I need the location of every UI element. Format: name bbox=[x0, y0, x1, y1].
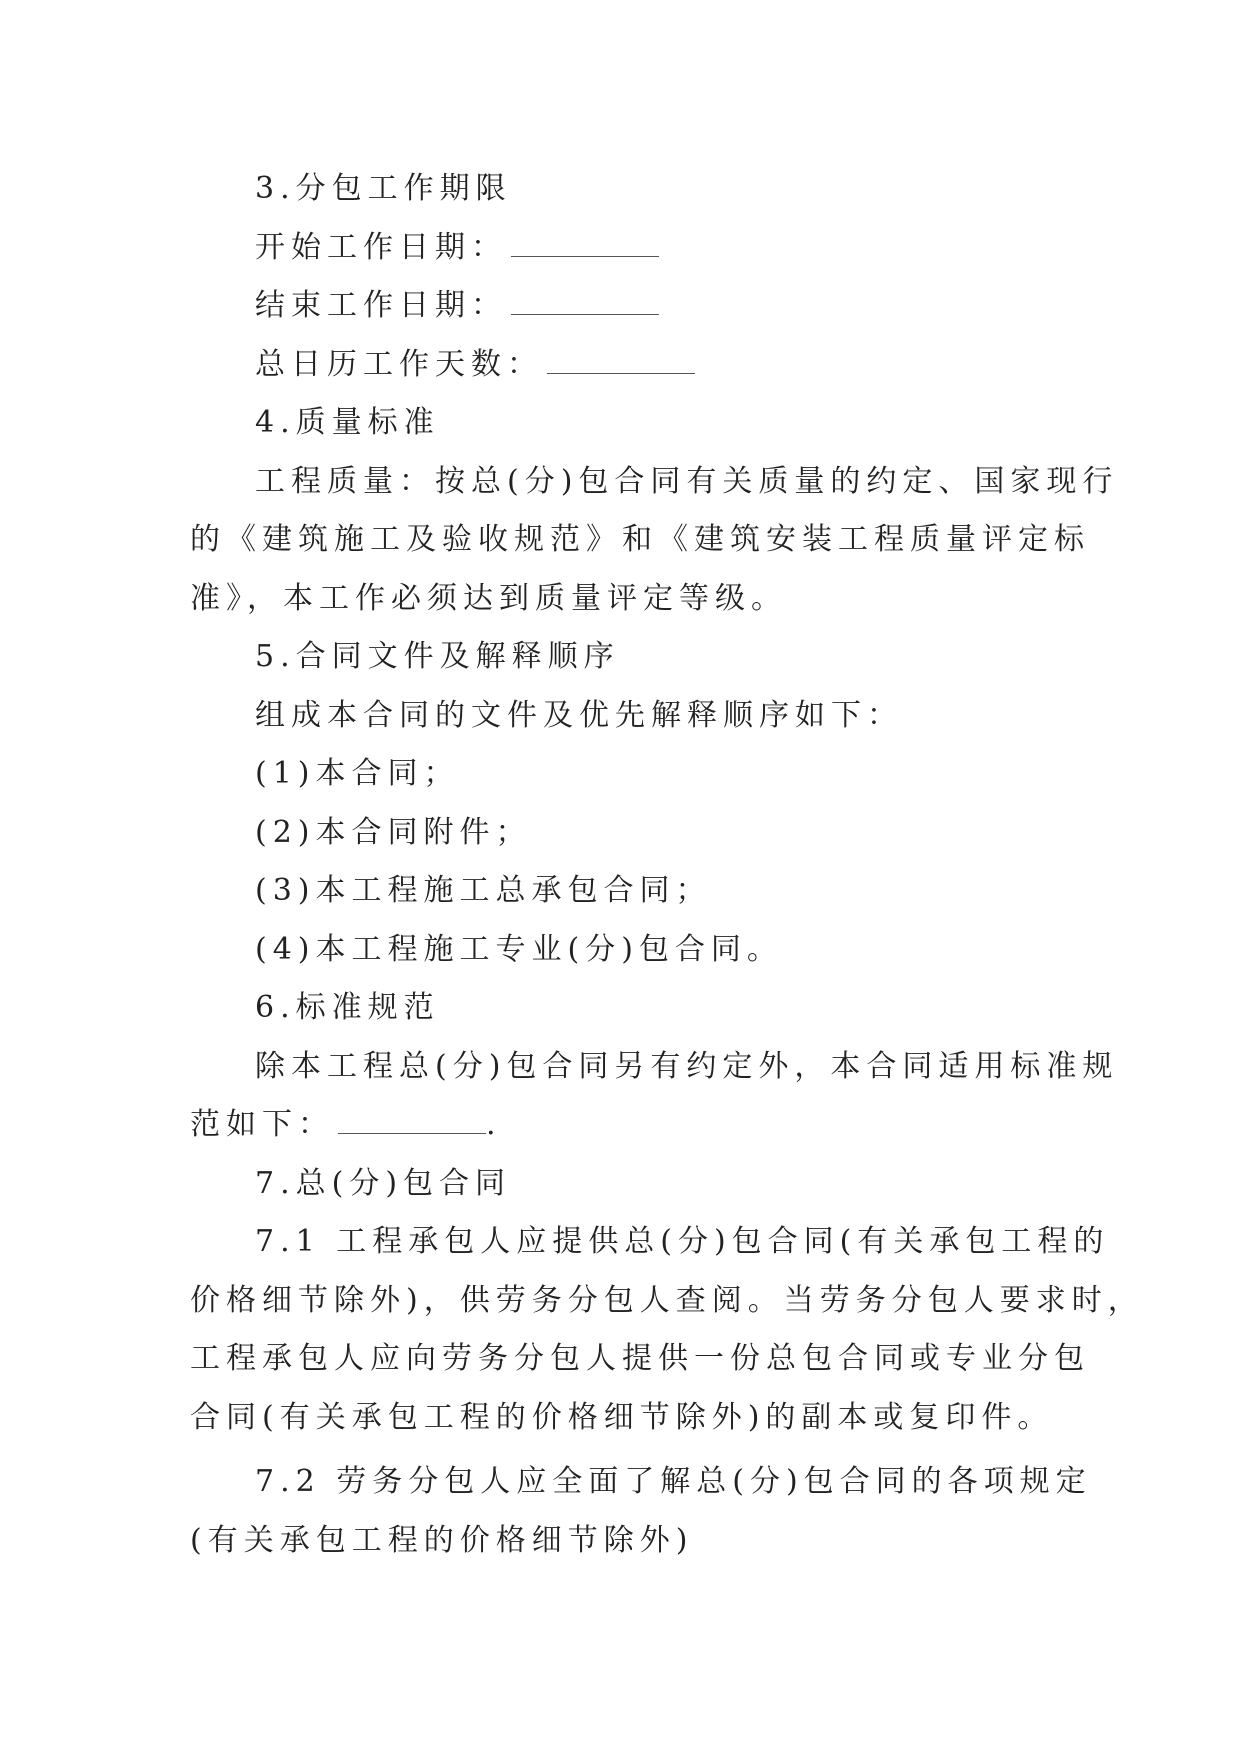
paragraph-line: 准》，本工作必须达到质量评定等级。 bbox=[190, 580, 787, 616]
paragraph-line: 工程质量：按总(分)包合同有关质量的约定、国家现行 bbox=[255, 463, 1119, 499]
end-date-blank bbox=[511, 313, 659, 315]
total-days-blank bbox=[547, 372, 695, 374]
paragraph-line: (有关承包工程的价格细节除外) bbox=[190, 1522, 694, 1558]
heading-quality: 4.质量标准 bbox=[255, 405, 440, 440]
total-days-line: 总日历工作天数： bbox=[0, 336, 1241, 395]
start-date-line: 开始工作日期： bbox=[0, 219, 1241, 278]
paragraph-line: 除本工程总(分)包合同另有约定外，本合同适用标准规 bbox=[255, 1048, 1119, 1084]
heading-general-contract: 7.总(分)包合同 bbox=[255, 1165, 512, 1201]
heading-work-period: 3.分包工作期限 bbox=[255, 171, 512, 206]
list-item: (4)本工程施工专业(分)包合同。 bbox=[255, 931, 783, 967]
start-date-blank bbox=[511, 255, 659, 257]
list-item: (1)本合同； bbox=[255, 756, 460, 791]
standards-line: 范如下： . bbox=[190, 1107, 502, 1142]
paragraph-line: 工程承包人应向劳务分包人提供一份总包合同或专业分包 bbox=[190, 1341, 1090, 1376]
paragraph-line: 价格细节除外)，供劳务分包人查阅。当劳务分包人要求时， bbox=[190, 1282, 1144, 1318]
paragraph-line: 7.2 劳务分包人应全面了解总(分)包合同的各项规定 bbox=[255, 1464, 1092, 1499]
paragraph-line: 的《建筑施工及验收规范》和《建筑安装工程质量评定标 bbox=[190, 522, 1090, 557]
heading-contract-documents: 5.合同文件及解释顺序 bbox=[255, 639, 620, 674]
list-item: (3)本工程施工总承包合同； bbox=[255, 873, 712, 908]
standards-blank bbox=[338, 1132, 486, 1134]
list-item: (2)本合同附件； bbox=[255, 814, 532, 850]
document-body bbox=[0, 160, 1241, 1570]
paragraph-line: 组成本合同的文件及优先解释顺序如下： bbox=[255, 697, 903, 733]
heading-standards: 6.标准规范 bbox=[255, 990, 440, 1025]
paragraph-line: 7.1 工程承包人应提供总(分)包合同(有关承包工程的 bbox=[255, 1224, 1110, 1259]
paragraph-line: 合同(有关承包工程的价格细节除外)的副本或复印件。 bbox=[190, 1399, 1054, 1435]
end-date-line: 结束工作日期： bbox=[0, 277, 1241, 336]
